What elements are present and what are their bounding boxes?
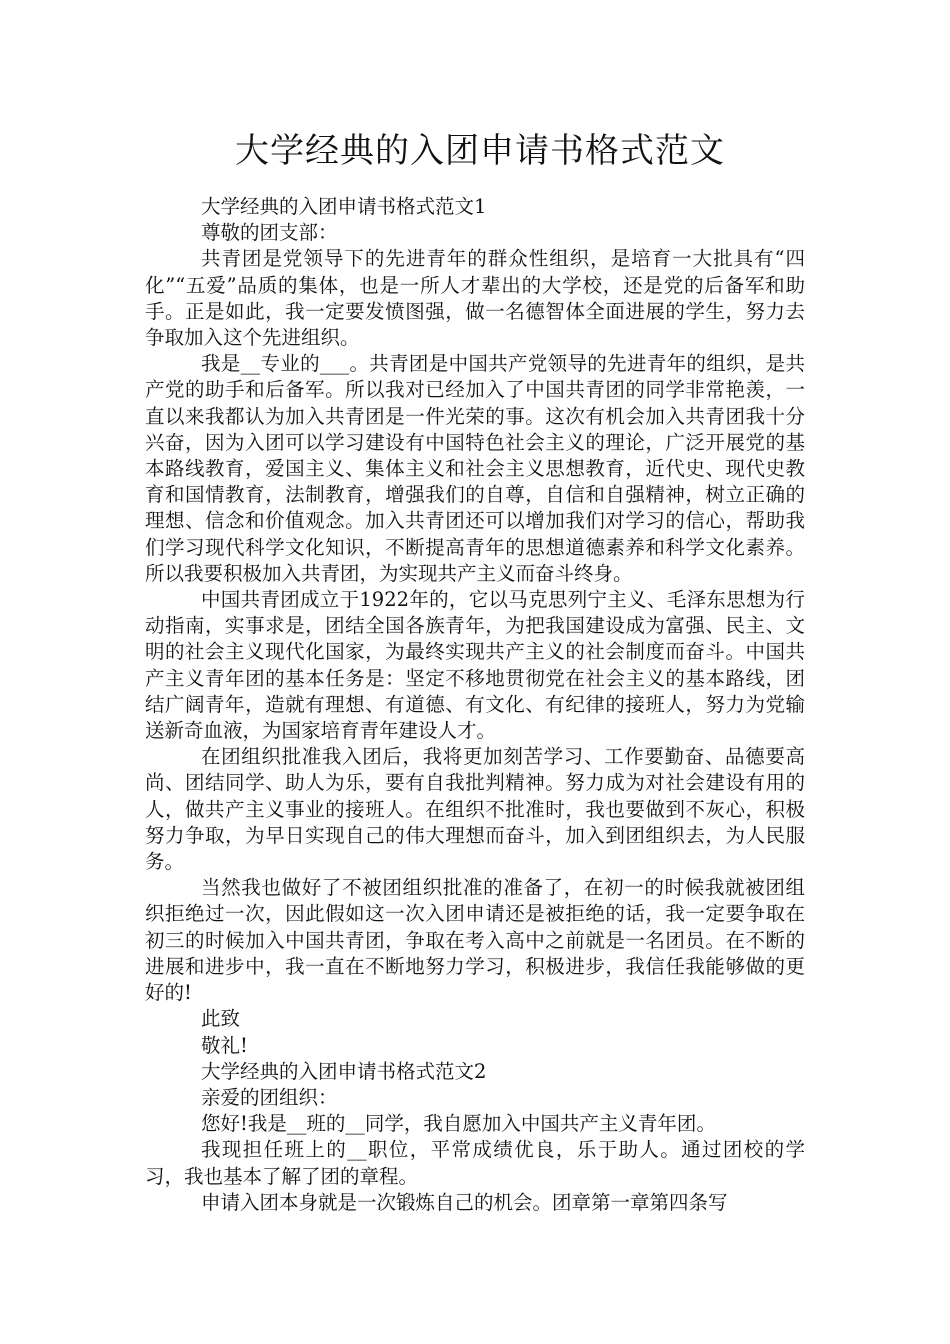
document-title: 大学经典的入团申请书格式范文	[235, 131, 725, 171]
section-heading-1: 大学经典的入团申请书格式范文1	[201, 195, 487, 218]
document-body	[145, 194, 805, 1216]
body-paragraph: 我是__专业的___。共青团是中国共产党领导的先进青年的组织，是共产党的助手和后备军。所以我对已经加入了中国共青团的同学非常艳羡，一直以来我都认为加入共青团是一件光荣的事。这次有机会加入共青团我十分兴奋，因为入团可以学习建设有中国特色社会主义的理论，广泛开展党的基本路线教育，爱国主义、集体主义和社会主义思想教育，近代史、现代史教育和国情教育，法制教育，增强我们的自尊，自信和自强精神，树立正确的理想、信念和价值观念。加入共青团还可以增加我们对学习的信心，帮助我们学习现代科学文化知识，不断提高青年的思想道德素养和科学文化素养。所以我要积极加入共青团，为实现共产主义而奋斗终身。	[145, 352, 805, 585]
body-paragraph: 申请入团本身就是一次锻炼自己的机会。团章第一章第四条写	[201, 1190, 728, 1214]
closing-line: 敬礼!	[201, 1033, 248, 1057]
body-paragraph: 当然我也做好了不被团组织批准的准备了，在初一的时候我就被团组织拒绝过一次，因此假如这一次入团申请还是被拒绝的话，我一定要争取在初三的时候加入中国共青团，争取在考入高中之前就是一名团员。在不断的进展和进步中，我一直在不断地努力学习，积极进步，我信任我能够做的更好的!	[145, 876, 805, 1005]
document-page	[145, 0, 805, 1216]
salutation-2: 亲爱的团组织：	[201, 1085, 338, 1109]
body-paragraph: 共青团是党领导下的先进青年的群众性组织，是培育一大批具有“四化”“五爱”品质的集体，也是一所人才辈出的大学校，还是党的后备军和助手。正是如此，我一定要发愤图强，做一名德智体全面进展的学生，努力去争取加入这个先进组织。	[145, 247, 805, 350]
section-heading-2: 大学经典的入团申请书格式范文2	[201, 1059, 487, 1083]
body-paragraph: 在团组织批准我入团后，我将更加刻苦学习、工作要勤奋、品德要高尚、团结同学、助人为乐，要有自我批判精神。努力成为对社会建设有用的人，做共产主义事业的接班人。在组织不批准时，我也要做到不灰心，积极努力争取，为早日实现自己的伟大理想而奋斗，加入到团组织去，为人民服务。	[145, 745, 805, 874]
body-paragraph: 中国共青团成立于1922年的，它以马克思列宁主义、毛泽东思想为行动指南，实事求是，团结全国各族青年，为把我国建设成为富强、民主、文明的社会主义现代化国家，为最终实现共产主义的社会制度而奋斗。中国共产主义青年团的基本任务是：坚定不移地贯彻党在社会主义的基本路线，团结广阔青年，造就有理想、有道德、有文化、有纪律的接班人，努力为党输送新奇血液，为国家培育青年建设人才。	[145, 588, 805, 743]
body-paragraph: 您好!我是__班的__同学，我自愿加入中国共产主义青年团。	[201, 1112, 716, 1136]
closing-line: 此致	[201, 1007, 241, 1031]
body-paragraph: 我现担任班上的__职位，平常成绩优良，乐于助人。通过团校的学习，我也基本了解了团的章程。	[145, 1138, 805, 1188]
salutation-1: 尊敬的团支部：	[201, 221, 338, 245]
